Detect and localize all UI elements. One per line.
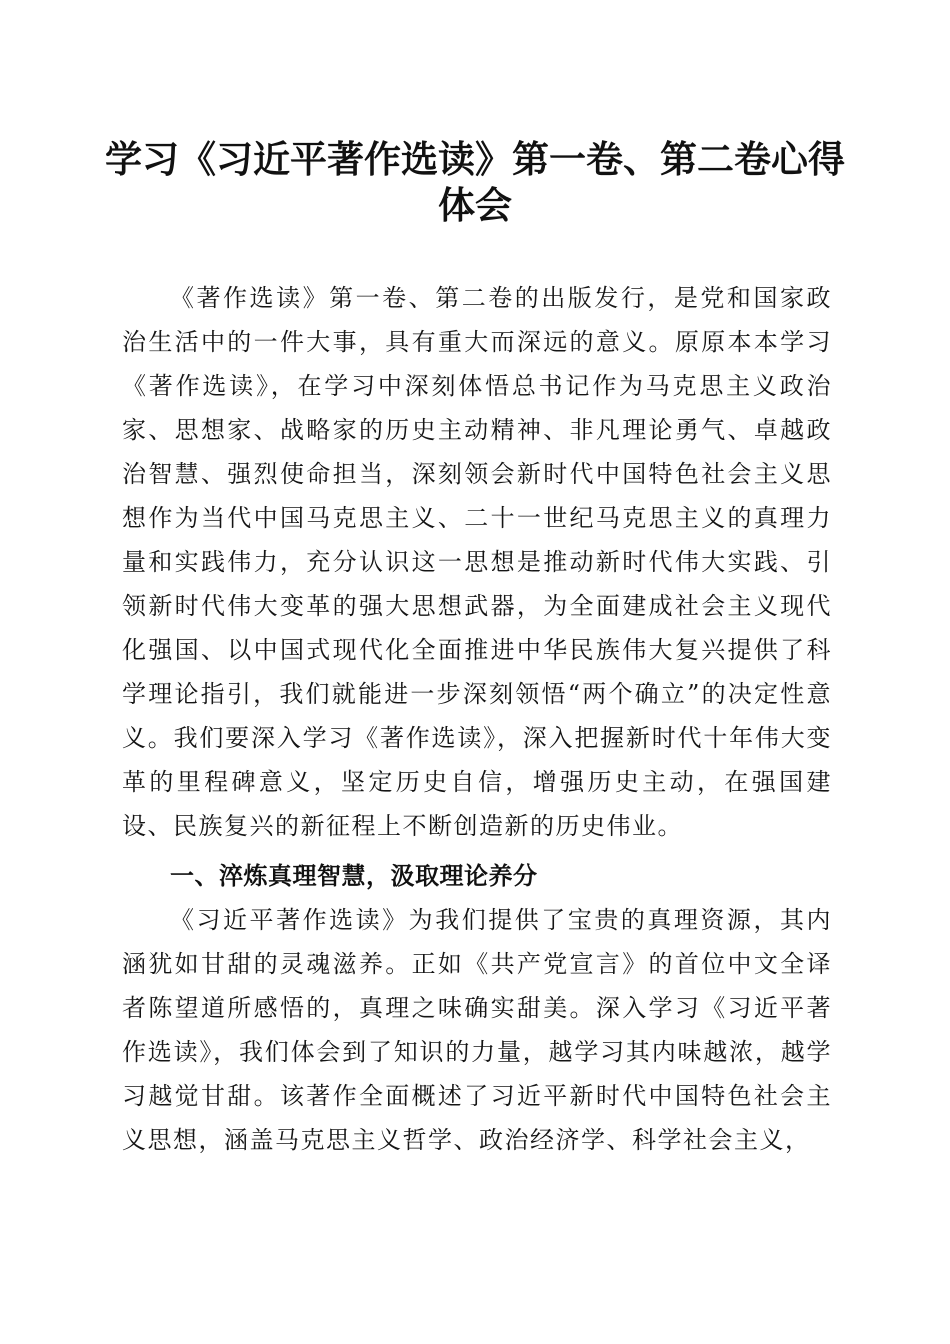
section-paragraph: 《习近平著作选读》为我们提供了宝贵的真理资源，其内涵犹如甘甜的灵魂滋养。正如《共产党宣言》的首位中文全译者陈望道所感悟的，真理之味确实甜美。深入学习《习近平著作选读》，我们体会到了知识的力量，越学习其内味越浓，越学习越觉甘甜。该著作全面概述了习近平新时代中国特色社会主义思想，涵盖马克思主义哲学、政治经济学、科学社会主义， — [122, 906, 832, 1154]
section-heading: 一、淬炼真理智慧，汲取理论养分 — [170, 862, 538, 890]
document-title: 学习《习近平著作选读》第一卷、第二卷心得体会 — [105, 138, 845, 227]
intro-paragraph: 《著作选读》第一卷、第二卷的出版发行，是党和国家政治生活中的一件大事，具有重大而深远的意义。原原本本学习《著作选读》，在学习中深刻体悟总书记作为马克思主义政治家、思想家、战略家的历史主动精神、非凡理论勇气、卓越政治智慧、强烈使命担当，深刻领会新时代中国特色社会主义思想作为当代中国马克思主义、二十一世纪马克思主义的真理力量和实践伟力，充分认识这一思想是推动新时代伟大实践、引领新时代伟大变革的强大思想武器，为全面建成社会主义现代化强国、以中国式现代化全面推进中华民族伟大复兴提供了科学理论指引，我们就能进一步深刻领悟“两个确立”的决定性意义。我们要深入学习《著作选读》，深入把握新时代十年伟大变革的里程碑意义，坚定历史自信，增强历史主动，在强国建设、民族复兴的新征程上不断创造新的历史伟业。 — [122, 284, 832, 840]
